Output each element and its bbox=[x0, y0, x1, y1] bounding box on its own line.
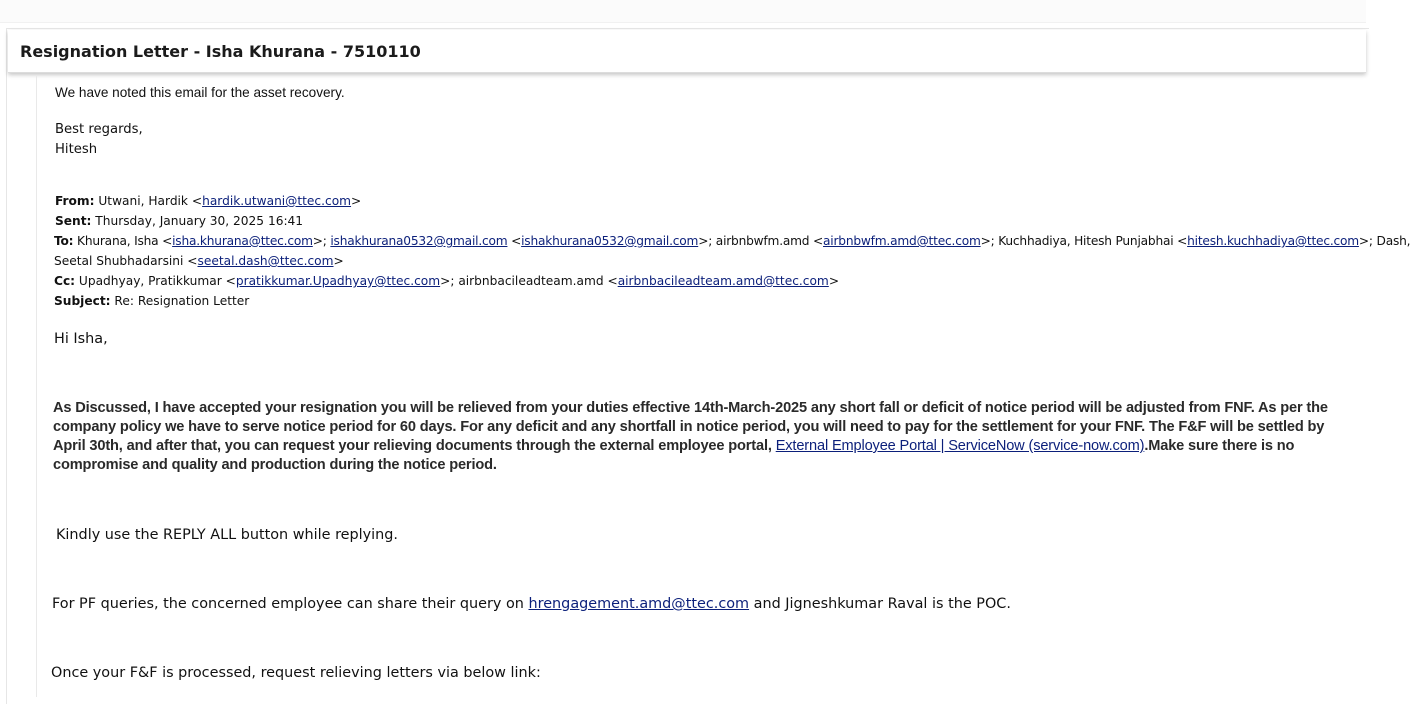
pf-queries-line bbox=[52, 596, 1011, 612]
to-line bbox=[54, 234, 1410, 248]
to-email-2[interactable]: ishakhurana0532@gmail.com bbox=[330, 234, 508, 248]
to-part-6: >; Dash, bbox=[1358, 234, 1410, 248]
employee-portal-link[interactable]: External Employee Portal | ServiceNow (service-now.com) bbox=[775, 438, 1145, 454]
to-email-3[interactable]: ishakhurana0532@gmail.com bbox=[521, 234, 699, 248]
to-line2-name: Seetal Shubhadarsini < bbox=[54, 254, 198, 268]
to-email-1[interactable]: isha.khurana@ttec.com bbox=[172, 234, 313, 248]
cc-part-3: > bbox=[828, 274, 840, 288]
cc-label: Cc: bbox=[54, 274, 76, 288]
to-part-1: Khurana, Isha < bbox=[77, 234, 173, 248]
paragraph-text-a: As Discussed, I have accepted your resignation you will be relieved from your duties effective 14th-March-2025 any short fall or deficit of notice period will be adjusted from FNF. As per the company policy we have to serve notice period for 60 days. For any deficit and any shortfall in notice period, you will need to pay for the settlement for your FNF. The F&F will be settled by April 30th, and after that, you can request your relieving documents through the external employee portal, bbox=[53, 400, 1328, 454]
to-line2-email[interactable]: seetal.dash@ttec.com bbox=[197, 254, 334, 268]
subject-line bbox=[54, 294, 249, 308]
from-email-link[interactable]: hardik.utwani@ttec.com bbox=[202, 194, 352, 208]
message-paragraph bbox=[53, 399, 1356, 475]
ff-processed-line: Once your F&F is processed, request relieving letters via below link: bbox=[51, 665, 541, 681]
from-label: From: bbox=[55, 194, 95, 208]
quote-divider bbox=[36, 76, 37, 697]
pf-text-a: For PF queries, the concerned employee can share their query on bbox=[52, 596, 529, 612]
to-line-continued bbox=[54, 254, 344, 268]
email-subject-title: Resignation Letter - Isha Khurana - 7510110 bbox=[20, 41, 421, 61]
from-line bbox=[55, 194, 361, 208]
email-title-bar bbox=[8, 30, 1366, 73]
to-part-5: >; Kuchhadiya, Hitesh Punjabhai < bbox=[980, 234, 1188, 248]
to-part-3: < bbox=[507, 234, 522, 248]
from-name: Utwani, Hardik < bbox=[98, 194, 203, 208]
cc-part-1: Upadhyay, Pratikkumar < bbox=[78, 274, 236, 288]
to-label: To: bbox=[54, 234, 74, 248]
top-strip bbox=[0, 0, 1366, 23]
cc-email-2[interactable]: airbnbacileadteam.amd@ttec.com bbox=[617, 274, 829, 288]
to-line2-close: > bbox=[333, 254, 344, 268]
cc-email-1[interactable]: pratikkumar.Upadhyay@ttec.com bbox=[235, 274, 441, 288]
sent-value: Thursday, January 30, 2025 16:41 bbox=[95, 214, 304, 228]
greeting: Hi Isha, bbox=[54, 331, 108, 347]
to-email-5[interactable]: hitesh.kuchhadiya@ttec.com bbox=[1187, 234, 1359, 248]
reply-all-note: Kindly use the REPLY ALL button while replying. bbox=[56, 527, 398, 543]
pf-text-b: and Jigneshkumar Raval is the POC. bbox=[749, 596, 1011, 612]
to-email-4[interactable]: airbnbwfm.amd@ttec.com bbox=[823, 234, 981, 248]
subject-label: Subject: bbox=[54, 294, 111, 308]
to-part-2: >; bbox=[312, 234, 331, 248]
quoted-signature: Hitesh bbox=[55, 142, 98, 157]
sent-label: Sent: bbox=[55, 214, 92, 228]
from-close: > bbox=[351, 194, 362, 208]
hr-engagement-email-link[interactable]: hrengagement.amd@ttec.com bbox=[528, 596, 750, 612]
cc-part-2: >; airbnbacileadteam.amd < bbox=[440, 274, 618, 288]
quoted-reply-line: We have noted this email for the asset recovery. bbox=[55, 85, 345, 100]
cc-line bbox=[54, 274, 839, 288]
quoted-regards: Best regards, bbox=[55, 122, 143, 137]
to-part-4: >; airbnbwfm.amd < bbox=[698, 234, 824, 248]
paragraph-text-b: .Make sure there is no compromise and quality and production during the notice period. bbox=[53, 438, 1295, 473]
sent-line bbox=[55, 214, 303, 228]
subject-value: Re: Resignation Letter bbox=[114, 294, 250, 308]
